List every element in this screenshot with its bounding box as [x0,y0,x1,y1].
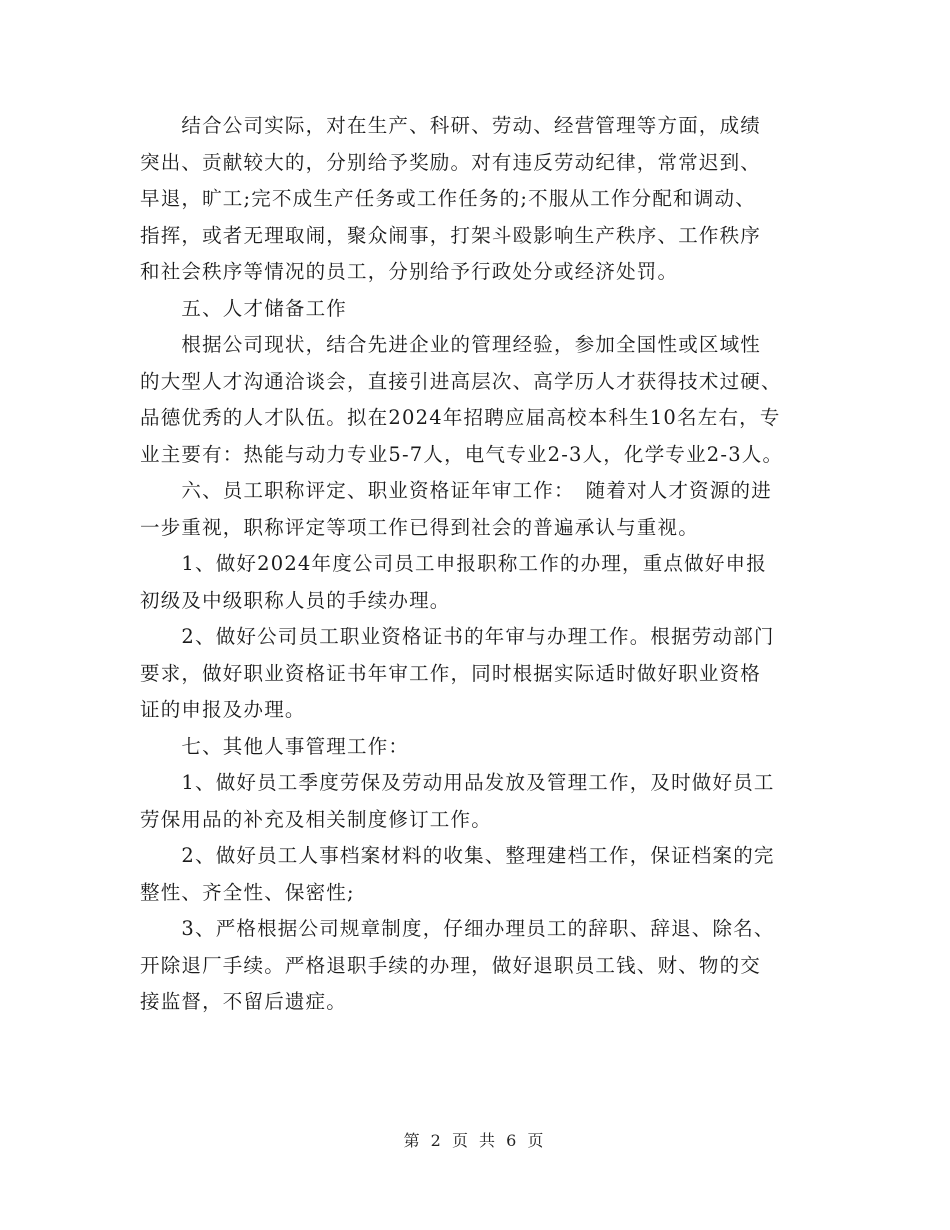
text-line: 突出、贡献较大的，分别给予奖励。对有违反劳动纪律，常常迟到、 [140,150,762,174]
document-body [140,108,830,1021]
text-line: 证的申报及办理。 [140,698,306,721]
text-line: 指挥，或者无理取闹，聚众闹事，打架斗殴影响生产秩序、工作秩序 [140,223,762,247]
text-line: 开除退厂手续。严格退职手续的办理，做好退职员工钱、财、物的交 [140,953,762,977]
text-line: 根据公司现状，结合先进企业的管理经验，参加全国性或区域性 [140,333,762,356]
text-line: 结合公司实际，对在生产、科研、劳动、经营管理等方面，成绩 [140,114,762,137]
text-line: 一步重视，职称评定等项工作已得到社会的普遍承认与重视。 [140,515,699,539]
text-line: 劳保用品的补充及相关制度修订工作。 [140,807,492,831]
text-line: 2、做好公司员工职业资格证书的年审与办理工作。根据劳动部门 [140,625,775,648]
section-heading: 七、其他人事管理工作： [140,734,410,758]
text-line: 2、做好员工人事档案材料的收集、整理建档工作，保证档案的完 [140,844,775,867]
text-line: 3、严格根据公司规章制度，仔细办理员工的辞职、辞退、除名、 [140,917,775,940]
section-heading: 五、人才储备工作 [140,296,348,320]
text-line: 接监督，不留后遗症。 [140,990,348,1013]
section-heading: 六、员工职称评定、职业资格证年审工作： 随着对人才资源的进 [140,479,772,502]
text-line: 初级及中级职称人员的手续办理。 [140,588,451,612]
text-line: 的大型人才沟通洽谈会，直接引进高层次、高学历人才获得技术过硬、 [140,369,782,393]
text-line: 整性、齐全性、保密性; [140,880,355,904]
text-line: 业主要有：热能与动力专业5-7人，电气专业2-3人，化学专业2-3人。 [140,442,784,466]
text-line: 早退，旷工;完不成生产任务或工作任务的;不服从工作分配和调动、 [140,187,756,210]
page-number-footer: 第 2 页 共 6 页 [403,1131,547,1150]
text-line: 1、做好员工季度劳保及劳动用品发放及管理工作，及时做好员工 [140,771,775,794]
text-line: 1、做好2024年度公司员工申报职称工作的办理，重点做好申报 [140,552,767,575]
text-line: 品德优秀的人才队伍。拟在2024年招聘应届高校本科生10名左右，专 [140,406,781,429]
text-line: 要求，做好职业资格证书年审工作，同时根据实际适时做好职业资格 [140,661,762,685]
text-line: 和社会秩序等情况的员工，分别给予行政处分或经济处罚。 [140,260,679,283]
